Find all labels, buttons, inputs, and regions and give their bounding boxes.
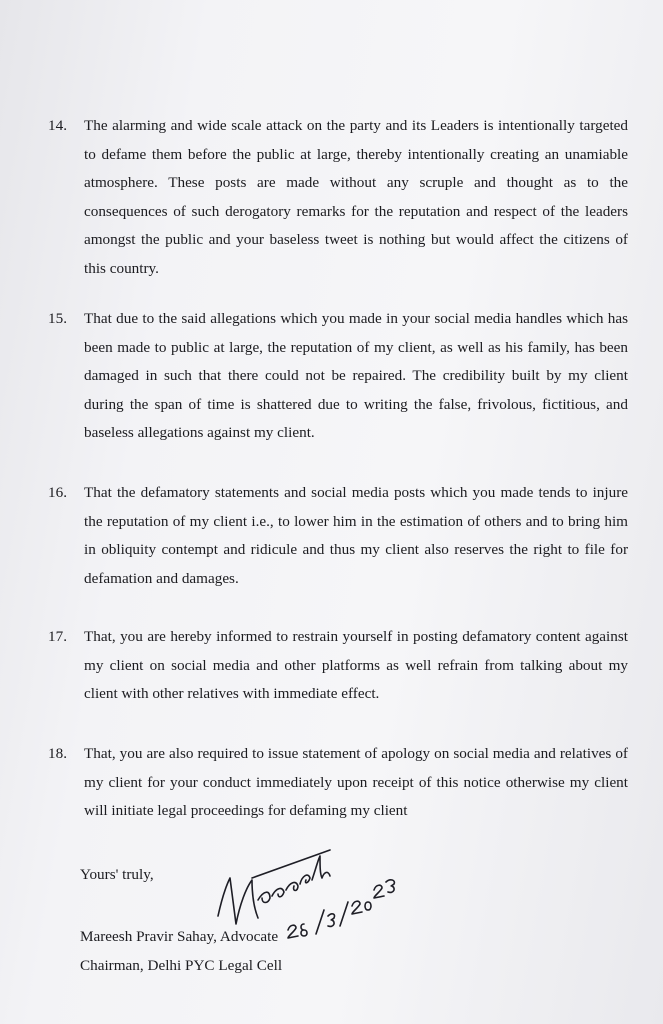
paragraph-14 — [48, 112, 628, 284]
paragraph-number: 17. — [48, 628, 67, 645]
signatory-title: Chairman, Delhi PYC Legal Cell — [80, 957, 283, 974]
paragraph-17 — [48, 623, 628, 709]
paragraph-number: 14. — [48, 117, 67, 134]
paragraph-text: That, you are also required to issue statement of apology on social media and relatives of my client for your conduct immediately upon receipt of this notice otherwise my client will initiate legal proceedings for defaming my client — [84, 745, 628, 820]
paragraph-text: That, you are hereby informed to restrain yourself in posting defamatory content against my client on social media and other platforms as well refrain from talking about my client with other relatives with immediate effect. — [84, 628, 628, 703]
paragraph-number: 15. — [48, 310, 67, 327]
closing-salutation: Yours' truly, — [80, 866, 154, 883]
paragraph-16 — [48, 479, 628, 593]
paragraph-text: That the defamatory statements and social media posts which you made tends to injure the reputation of my client i.e., to lower him in the estimation of others and to bring him in obliquity contempt and ridicule and thus my client also reserves the right to file for defamation and damages. — [84, 484, 628, 587]
paragraph-number: 18. — [48, 745, 67, 762]
paragraph-text: That due to the said allegations which you made in your social media handles which has been made to public at large, the reputation of my client, as well as his family, has been damaged in such that there could not be repaired. The credibility built by my client during the span of time is shattered due to writing the false, frivolous, fictitious, and baseless allegations against my client. — [84, 310, 628, 442]
paragraph-text: The alarming and wide scale attack on the party and its Leaders is intentionally targeted to defame them before the public at large, thereby intentionally creating an unamiable atmosphere. These posts are made without any scruple and thought as to the consequences of such derogatory remarks for the reputation and respect of the leaders amongst the public and your baseless tweet is nothing but would affect the citizens of this country. — [84, 117, 628, 277]
signatory-name: Mareesh Pravir Sahay, Advocate — [80, 928, 279, 945]
paragraph-18 — [48, 740, 628, 826]
paragraph-15 — [48, 305, 628, 448]
paragraph-number: 16. — [48, 484, 67, 501]
